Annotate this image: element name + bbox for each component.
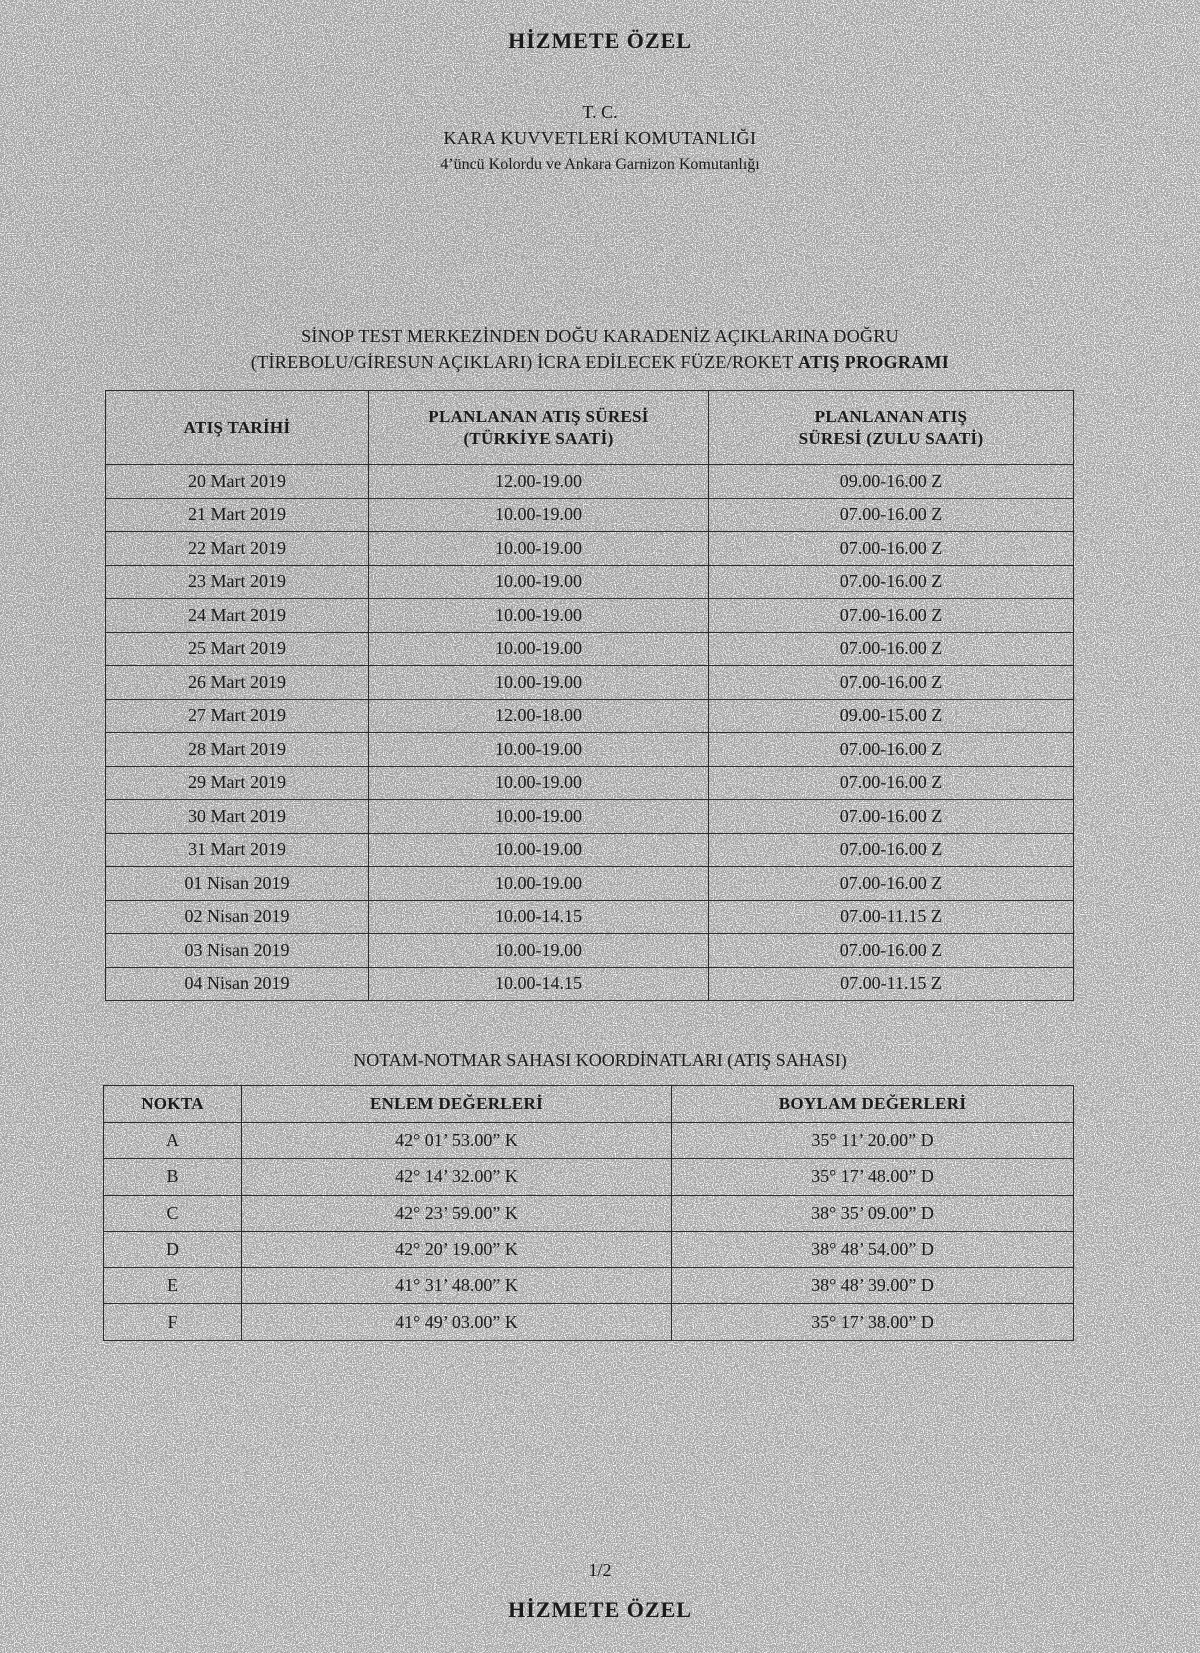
coords-row-cell-lon: 35° 17’ 38.00” D: [672, 1304, 1074, 1340]
classification-bottom: HİZMETE ÖZEL: [508, 1597, 692, 1622]
schedule-header-row: [106, 391, 1074, 465]
header-tc: T. C.: [582, 102, 618, 122]
schedule-row: [106, 465, 1074, 499]
col-header-turkey-time: [369, 391, 709, 465]
document-title-line1: SİNOP TEST MERKEZİNDEN DOĞU KARADENİZ AÇIKLARINA DOĞRU: [301, 326, 899, 346]
schedule-row-cell-date: 23 Mart 2019: [106, 565, 369, 599]
schedule-row: [106, 934, 1074, 968]
schedule-row: [106, 867, 1074, 901]
schedule-row-cell-tr: 10.00-19.00: [369, 565, 709, 599]
schedule-row-cell-tr: 10.00-19.00: [369, 666, 709, 700]
coords-row-cell-lat: 41° 49’ 03.00” K: [242, 1304, 672, 1340]
schedule-body: [106, 465, 1074, 1001]
schedule-row-cell-date: 27 Mart 2019: [106, 699, 369, 733]
col-header-zulu-time: [709, 391, 1074, 465]
coords-row: [104, 1123, 1074, 1159]
schedule-row-cell-tr: 10.00-19.00: [369, 599, 709, 633]
schedule-row-cell-zulu: 07.00-16.00 Z: [709, 733, 1074, 767]
coords-row-cell-point: E: [104, 1268, 242, 1304]
schedule-row: [106, 699, 1074, 733]
coords-row-cell-lon: 38° 35’ 09.00” D: [672, 1195, 1074, 1231]
schedule-row-cell-tr: 10.00-19.00: [369, 766, 709, 800]
col-header-zulu-time-line2: SÜRESİ (ZULU SAATİ): [798, 428, 984, 448]
schedule-row-cell-date: 02 Nisan 2019: [106, 900, 369, 934]
schedule-row-cell-tr: 10.00-19.00: [369, 833, 709, 867]
coords-row-cell-lon: 35° 17’ 48.00” D: [672, 1159, 1074, 1195]
schedule-row-cell-zulu: 07.00-16.00 Z: [709, 934, 1074, 968]
schedule-row: [106, 599, 1074, 633]
schedule-row: [106, 632, 1074, 666]
coords-row: [104, 1231, 1074, 1267]
schedule-row-cell-zulu: 07.00-16.00 Z: [709, 498, 1074, 532]
coords-row: [104, 1268, 1074, 1304]
schedule-row-cell-date: 04 Nisan 2019: [106, 967, 369, 1001]
schedule-row-cell-zulu: 07.00-11.15 Z: [709, 967, 1074, 1001]
coordinates-title: NOTAM-NOTMAR SAHASI KOORDİNATLARI (ATIŞ SAHASI): [353, 1050, 847, 1070]
schedule-row: [106, 532, 1074, 566]
firing-schedule-table: [105, 390, 1074, 1001]
schedule-row-cell-tr: 10.00-19.00: [369, 934, 709, 968]
schedule-row-cell-zulu: 07.00-16.00 Z: [709, 833, 1074, 867]
coords-row-cell-point: F: [104, 1304, 242, 1340]
schedule-row-cell-tr: 10.00-19.00: [369, 800, 709, 834]
col-header-point: NOKTA: [104, 1086, 242, 1123]
schedule-row: [106, 833, 1074, 867]
coordinates-table: [103, 1085, 1074, 1341]
coords-row-cell-lat: 42° 20’ 19.00” K: [242, 1231, 672, 1267]
schedule-row-cell-date: 24 Mart 2019: [106, 599, 369, 633]
classification-top: HİZMETE ÖZEL: [508, 28, 692, 53]
schedule-row-cell-tr: 10.00-19.00: [369, 498, 709, 532]
title-line2-bold: ATIŞ PROGRAMI: [797, 352, 950, 372]
schedule-row-cell-date: 03 Nisan 2019: [106, 934, 369, 968]
coords-row: [104, 1304, 1074, 1340]
coords-row: [104, 1159, 1074, 1195]
schedule-row-cell-tr: 10.00-19.00: [369, 532, 709, 566]
coords-row-cell-point: B: [104, 1159, 242, 1195]
schedule-row: [106, 766, 1074, 800]
coords-header-row: [104, 1086, 1074, 1123]
coords-row-cell-lon: 38° 48’ 54.00” D: [672, 1231, 1074, 1267]
schedule-row-cell-tr: 10.00-14.15: [369, 900, 709, 934]
schedule-row-cell-zulu: 07.00-16.00 Z: [709, 766, 1074, 800]
schedule-row: [106, 900, 1074, 934]
schedule-row-cell-zulu: 07.00-16.00 Z: [709, 867, 1074, 901]
coords-row-cell-lat: 41° 31’ 48.00” K: [242, 1268, 672, 1304]
col-header-latitude: ENLEM DEĞERLERİ: [242, 1086, 672, 1123]
col-header-zulu-time-line1: PLANLANAN ATIŞ: [814, 406, 968, 426]
coords-row-cell-lat: 42° 14’ 32.00” K: [242, 1159, 672, 1195]
schedule-row-cell-zulu: 07.00-11.15 Z: [709, 900, 1074, 934]
col-header-longitude: BOYLAM DEĞERLERİ: [672, 1086, 1074, 1123]
schedule-row-cell-date: 28 Mart 2019: [106, 733, 369, 767]
schedule-row-cell-date: 30 Mart 2019: [106, 800, 369, 834]
schedule-row: [106, 733, 1074, 767]
title-line2-prefix: (TİREBOLU/GİRESUN AÇIKLARI) İCRA EDİLECEK FÜZE/ROKET: [250, 352, 794, 372]
coords-body: [104, 1123, 1074, 1341]
schedule-row: [106, 666, 1074, 700]
schedule-row-cell-date: 31 Mart 2019: [106, 833, 369, 867]
schedule-row-cell-date: 20 Mart 2019: [106, 465, 369, 499]
schedule-row-cell-date: 25 Mart 2019: [106, 632, 369, 666]
schedule-row: [106, 498, 1074, 532]
schedule-row-cell-zulu: 09.00-15.00 Z: [709, 699, 1074, 733]
schedule-row: [106, 565, 1074, 599]
schedule-row-cell-zulu: 07.00-16.00 Z: [709, 532, 1074, 566]
coords-row-cell-lon: 35° 11’ 20.00” D: [672, 1123, 1074, 1159]
page-number: 1/2: [588, 1560, 612, 1580]
coords-row: [104, 1195, 1074, 1231]
schedule-row-cell-zulu: 07.00-16.00 Z: [709, 800, 1074, 834]
coords-row-cell-lon: 38° 48’ 39.00” D: [672, 1268, 1074, 1304]
schedule-row-cell-tr: 10.00-19.00: [369, 632, 709, 666]
schedule-row-cell-zulu: 07.00-16.00 Z: [709, 632, 1074, 666]
schedule-row-cell-tr: 12.00-19.00: [369, 465, 709, 499]
coords-row-cell-point: A: [104, 1123, 242, 1159]
schedule-row-cell-tr: 10.00-19.00: [369, 733, 709, 767]
coords-row-cell-lat: 42° 23’ 59.00” K: [242, 1195, 672, 1231]
col-header-turkey-time-line2: (TÜRKİYE SAATİ): [463, 428, 614, 448]
coords-row-cell-point: D: [104, 1231, 242, 1267]
coords-row-cell-lat: 42° 01’ 53.00” K: [242, 1123, 672, 1159]
schedule-row-cell-tr: 10.00-19.00: [369, 867, 709, 901]
schedule-row-cell-tr: 12.00-18.00: [369, 699, 709, 733]
col-header-turkey-time-line1: PLANLANAN ATIŞ SÜRESİ: [428, 406, 649, 426]
schedule-row-cell-date: 22 Mart 2019: [106, 532, 369, 566]
schedule-row-cell-zulu: 07.00-16.00 Z: [709, 599, 1074, 633]
document-title-line2: [0, 352, 1200, 373]
schedule-row-cell-date: 26 Mart 2019: [106, 666, 369, 700]
coords-row-cell-point: C: [104, 1195, 242, 1231]
schedule-row-cell-tr: 10.00-14.15: [369, 967, 709, 1001]
header-unit: 4’üncü Kolordu ve Ankara Garnizon Komutanlığı: [440, 156, 760, 173]
header-command: KARA KUVVETLERİ KOMUTANLIĞI: [443, 128, 757, 148]
schedule-row-cell-zulu: 09.00-16.00 Z: [709, 465, 1074, 499]
schedule-row-cell-date: 21 Mart 2019: [106, 498, 369, 532]
schedule-row-cell-date: 01 Nisan 2019: [106, 867, 369, 901]
schedule-row-cell-zulu: 07.00-16.00 Z: [709, 666, 1074, 700]
schedule-row: [106, 800, 1074, 834]
schedule-row-cell-date: 29 Mart 2019: [106, 766, 369, 800]
schedule-row-cell-zulu: 07.00-16.00 Z: [709, 565, 1074, 599]
schedule-row: [106, 967, 1074, 1001]
col-header-date: ATIŞ TARİHİ: [106, 391, 369, 465]
